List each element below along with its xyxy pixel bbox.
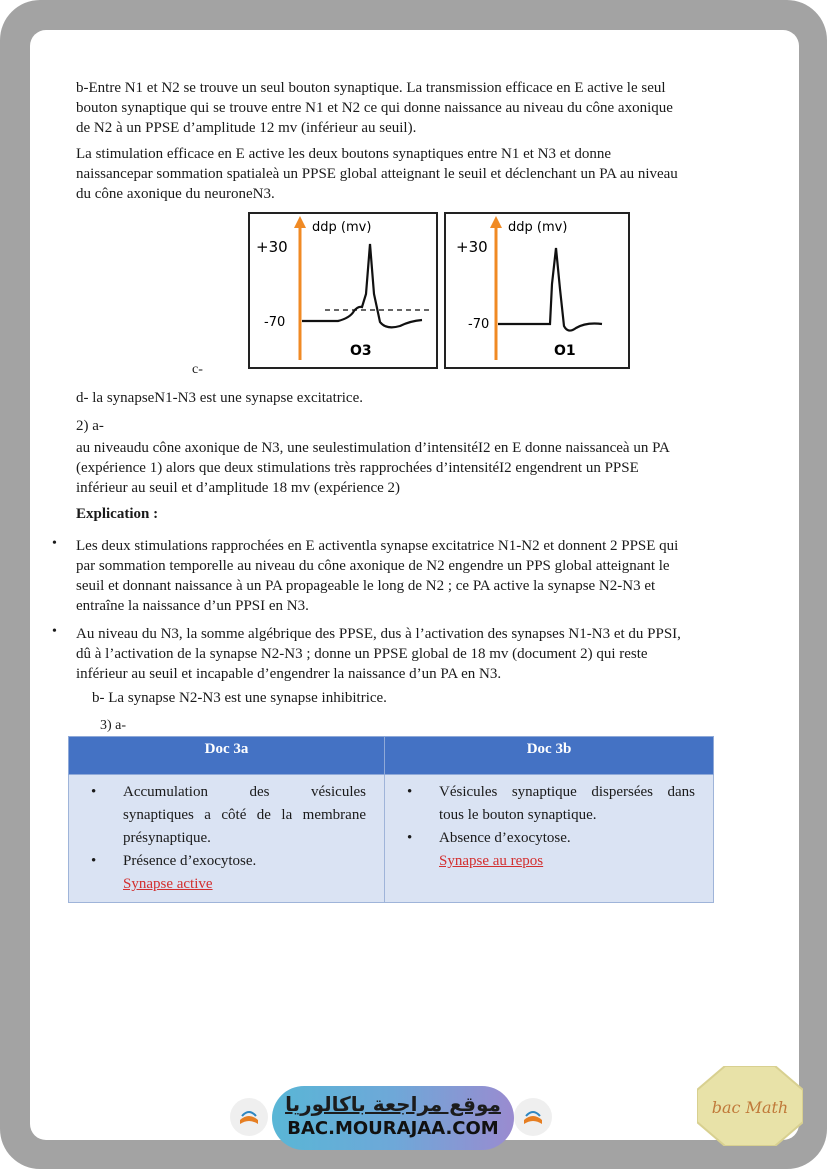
paragraph-stimulation — [76, 144, 678, 204]
potential-trace — [498, 248, 602, 331]
footer-logo-right-icon — [514, 1098, 552, 1136]
header-doc3a: Doc 3a — [69, 737, 385, 775]
list-item — [407, 827, 695, 873]
graph-title: ddp (mv) — [508, 220, 568, 235]
footer-banner[interactable] — [272, 1086, 514, 1150]
list-item — [407, 781, 695, 827]
paragraph-d: d- la synapseN1-N3 est une synapse excitatrice. — [76, 390, 363, 406]
bac-math-badge — [697, 1066, 803, 1146]
bullet-2-line: dû à l’activation de la synapse N2-N3 ; donne un PPSE global de 18 mv (document 2) qui reste — [76, 646, 648, 662]
paragraph-stim-line: naissancepar sommation spatialeà un PPSE global atteignant le seuil et déclenchant un PA au niveau — [76, 166, 678, 182]
list-line: présynaptique. — [123, 830, 211, 846]
cell-doc3b — [385, 775, 714, 903]
graph-title: ddp (mv) — [312, 220, 372, 235]
list-line: Vésicules synaptique dispersées dans — [439, 784, 695, 800]
potential-trace — [302, 244, 422, 327]
doc3-table — [68, 736, 714, 903]
graph-o1 — [444, 212, 630, 369]
list-item-text — [123, 850, 366, 896]
badge-text: bac Math — [711, 1098, 789, 1117]
list-item — [91, 781, 366, 850]
paragraph-2a — [76, 438, 670, 498]
list-line: tous le bouton synaptique. — [439, 807, 597, 823]
bullet-dot: • — [91, 853, 97, 869]
y-rest-label: -70 — [468, 317, 490, 332]
bullet-dot: • — [91, 784, 97, 800]
synapse-repos-link[interactable]: Synapse au repos — [439, 853, 544, 869]
list-line: synaptiques a côté de la membrane — [123, 807, 366, 823]
bullet-paragraph-1 — [76, 536, 678, 616]
book-icon — [514, 1098, 552, 1136]
axis-arrow — [294, 216, 306, 228]
label-2a: 2) a- — [76, 418, 104, 434]
bullet-dot: • — [52, 536, 57, 551]
footer-arabic-title: موقع مراجعة باكالوريا — [285, 1092, 501, 1116]
bullet-1-line: seuil et donnant naissance à un PA propageable le long de N2 ; ce PA active la synapse N2-N3 et — [76, 578, 656, 594]
graph-o3 — [248, 212, 438, 369]
bullet-1-line: Les deux stimulations rapprochées en E activentla synapse excitatrice N1-N2 et donnent 2 PPSE qui — [76, 538, 679, 554]
cell-doc3a — [69, 775, 385, 903]
paragraph-2a-line: (expérience 1) alors que deux stimulations très rapprochées d’intensitéI2 engendrent un PPSE — [76, 460, 639, 476]
graph-o3-svg — [250, 214, 436, 367]
bullet-paragraph-2 — [76, 624, 681, 684]
bullet-1-line: par sommation temporelle au niveau du cône axonique de N2 engendre un PPS global atteignant le — [76, 558, 670, 574]
paragraph-stim-line: La stimulation efficace en E active les deux boutons synaptiques entre N1 et N3 et donne — [76, 146, 611, 162]
bullet-dot: • — [52, 624, 57, 639]
list-line: Présence d’exocytose. — [123, 853, 257, 869]
list-item — [91, 850, 366, 896]
table-header-row — [69, 737, 714, 775]
paragraph-2a-line: au niveaudu cône axonique de N3, une seulestimulation d’intensitéI2 en E donne naissanceà un PA — [76, 440, 670, 456]
paragraph-2a-line: inférieur au seuil et d’amplitude 18 mv (expérience 2) — [76, 480, 401, 496]
paragraph-b-line: b-Entre N1 et N2 se trouve un seul bouton synaptique. La transmission efficace en E active le seul — [76, 80, 666, 96]
synapse-active-link[interactable]: Synapse active — [123, 876, 213, 892]
list-item-text — [123, 781, 366, 850]
y-top-label: +30 — [256, 238, 288, 256]
axis-arrow — [490, 216, 502, 228]
book-icon — [230, 1098, 268, 1136]
explication-heading: Explication : — [76, 506, 159, 522]
footer-logo-left-icon — [230, 1098, 268, 1136]
bullet-1-line: entraîne la naissance d’un PPSI en N3. — [76, 598, 309, 614]
bullet-2-line: Au niveau du N3, la somme algébrique des PPSE, dus à l’activation des synapses N1-N3 et du PPSI, — [76, 626, 681, 642]
y-top-label: +30 — [456, 238, 488, 256]
list-line: Absence d’exocytose. — [439, 830, 571, 846]
y-rest-label: -70 — [264, 315, 286, 330]
graph-o1-svg — [446, 214, 628, 367]
paragraph-b2: b- La synapse N2-N3 est une synapse inhibitrice. — [92, 690, 387, 706]
paragraph-b-line: bouton synaptique qui se trouve entre N1 et N2 ce qui donne naissance au niveau du cône axonique — [76, 100, 673, 116]
bullet-dot: • — [407, 830, 413, 846]
label-c: c- — [192, 362, 203, 377]
list-item-text — [439, 827, 695, 873]
bullet-2-line: inférieur au seuil et incapable d’engendrer la naissance d’un PA en N3. — [76, 666, 502, 682]
badge-octagon-icon — [697, 1066, 803, 1146]
paragraph-stim-line: du cône axonique du neuroneN3. — [76, 186, 275, 202]
label-3a: 3) a- — [100, 718, 127, 733]
table-row — [69, 775, 714, 903]
list-item-text — [439, 781, 695, 827]
header-doc3b: Doc 3b — [385, 737, 714, 775]
paragraph-b — [76, 78, 673, 138]
graph-caption: O3 — [350, 343, 372, 359]
footer-site[interactable]: BAC.MOURAJAA.COM — [287, 1118, 499, 1139]
graph-caption: O1 — [554, 343, 576, 359]
list-line: Accumulation des vésicules — [123, 784, 366, 800]
bullet-dot: • — [407, 784, 413, 800]
paragraph-b-line: de N2 à un PPSE d’amplitude 12 mv (inférieur au seuil). — [76, 120, 417, 136]
